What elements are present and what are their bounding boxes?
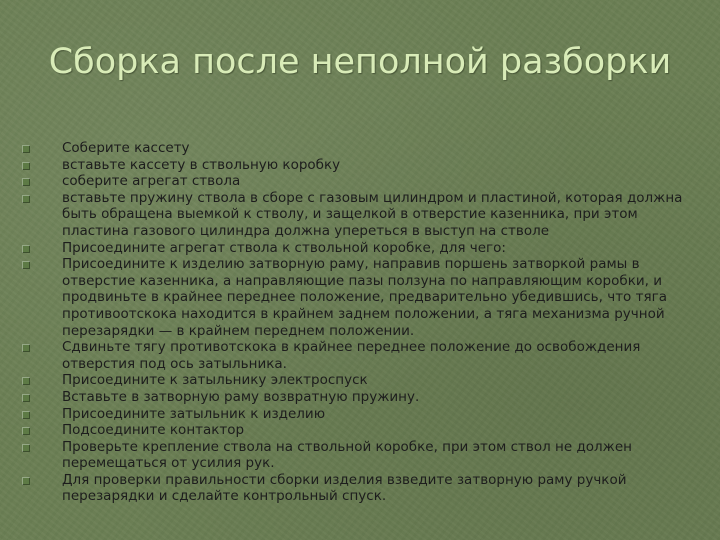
list-item-text: Подсоедините контактор: [62, 422, 245, 439]
square-bullet-icon: [22, 411, 30, 419]
list-item-text: Присоедините к затыльнику электроспуск: [62, 372, 368, 389]
square-bullet-icon: [22, 377, 30, 385]
list-item-text: вставьте кассету в ствольную коробку: [62, 156, 341, 173]
list-item: [22, 422, 702, 439]
square-bullet-icon: [22, 261, 30, 269]
list-item: [22, 372, 702, 389]
square-bullet-icon: [22, 145, 30, 153]
list-item-text: Проверьте крепление ствола на ствольной коробке, при этом ствол не должен перемещаться от усилия рук.: [62, 438, 632, 472]
list-item-text: Присоедините затыльник к изделию: [62, 405, 326, 422]
square-bullet-icon: [22, 444, 30, 452]
list-item: [22, 173, 702, 190]
list-item: [22, 439, 702, 472]
list-item: [22, 190, 702, 240]
bullet-list: [22, 140, 702, 505]
list-item-text: Присоедините агрегат ствола к ствольной коробке, для чего:: [62, 239, 506, 256]
list-item: [22, 240, 702, 257]
square-bullet-icon: [22, 195, 30, 203]
list-item-text: Вставьте в затворную раму возвратную пружину.: [62, 388, 420, 405]
list-item: [22, 140, 702, 157]
square-bullet-icon: [22, 245, 30, 253]
list-item: [22, 256, 702, 339]
list-item-text: Присоедините к изделию затворную раму, направив поршень затворкой рамы в отверстие казенника, а направляющие пазы ползуна по направляющим коробки, и продвиньте в крайнее переднее положение, предварительно убедившись, что тяга противоотскока находится в крайнем заднем положении, а тяга механизма ручной перезарядки — в крайнем переднем положении.: [62, 256, 667, 339]
square-bullet-icon: [22, 477, 30, 485]
square-bullet-icon: [22, 344, 30, 352]
list-item: [22, 157, 702, 174]
list-item-text: Для проверки правильности сборки изделия взведите затворную раму ручкой перезарядки и сделайте контрольный спуск.: [62, 471, 627, 505]
list-item: [22, 406, 702, 423]
square-bullet-icon: [22, 427, 30, 435]
list-item-text: Сдвиньте тягу противотскока в крайнее переднее положение до освобождения отверстия под ось затыльника.: [62, 339, 641, 372]
list-item: [22, 389, 702, 406]
list-item: [22, 339, 702, 372]
list-item-text: соберите агрегат ствола: [62, 173, 241, 190]
list-item: [22, 472, 702, 505]
square-bullet-icon: [22, 394, 30, 402]
square-bullet-icon: [22, 162, 30, 170]
list-item-text: вставьте пружину ствола в сборе с газовым цилиндром и пластиной, которая должна быть обращена выемкой к стволу, и защелкой в отверстие казенника, при этом пластина газового цилиндра должна упереться в выступ на стволе: [62, 189, 683, 239]
slide-title: Сборка после неполной разборки: [48, 42, 672, 82]
list-item-text: Соберите кассету: [62, 140, 190, 156]
square-bullet-icon: [22, 178, 30, 186]
